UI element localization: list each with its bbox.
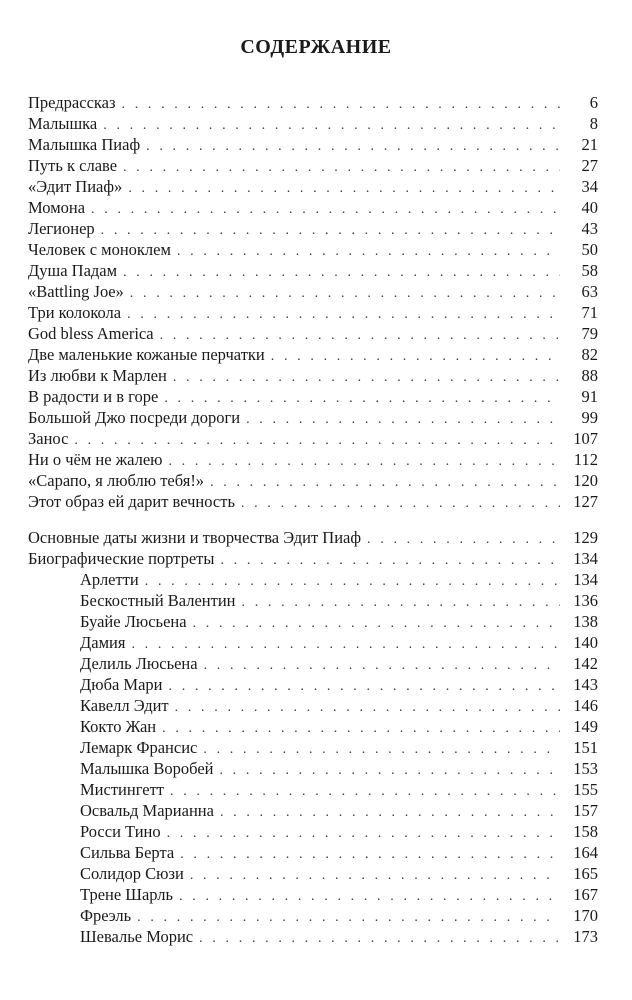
dot-leader [168, 451, 560, 472]
toc-chapters [28, 92, 598, 512]
dot-leader [164, 388, 560, 409]
toc-entry-page: 136 [573, 591, 598, 610]
toc-entry [28, 884, 598, 905]
toc-entry-title: Солидор Сюзи [80, 864, 184, 883]
toc-entry-title: Сильва Берта [80, 843, 175, 862]
dot-leader [137, 907, 560, 928]
toc-entry [28, 653, 598, 674]
toc-entry-title: «Сарапо, я люблю тебя!» [28, 471, 205, 490]
toc-entry-page: 88 [581, 366, 598, 385]
dot-leader [203, 739, 560, 760]
dot-leader [103, 115, 560, 136]
dot-leader [180, 844, 560, 865]
toc-entry-title: Фреэль [80, 906, 132, 925]
toc-entry-page: 112 [573, 450, 598, 469]
dot-leader [193, 613, 560, 634]
toc-entry [28, 842, 598, 863]
toc-entry [28, 674, 598, 695]
toc-entry [28, 260, 598, 281]
dot-leader [210, 472, 560, 493]
dot-leader [162, 718, 560, 739]
dot-leader [190, 865, 560, 886]
toc-entry-page: 134 [573, 549, 598, 568]
toc-entry-page: 142 [573, 654, 598, 673]
toc-entry-page: 143 [573, 675, 598, 694]
toc-entry-title: Предрассказ [28, 93, 116, 112]
dot-leader [220, 550, 560, 571]
toc-entry-title: Легионер [28, 219, 95, 238]
toc-entry-title: В радости и в горе [28, 387, 159, 406]
toc-entry-title: Росси Тино [80, 822, 161, 841]
toc-entry-title: Малышка [28, 114, 98, 133]
toc-entry-title: Момона [28, 198, 86, 217]
toc-entry [28, 863, 598, 884]
toc-entry-title: Шевалье Морис [80, 927, 194, 946]
toc-entry [28, 800, 598, 821]
toc-entry-title: Человек с моноклем [28, 240, 171, 259]
toc-entry [28, 239, 598, 260]
toc-entry [28, 365, 598, 386]
toc-entry [28, 428, 598, 449]
dot-leader [122, 94, 561, 115]
toc-entry [28, 134, 598, 155]
toc-entry-title: Кавелл Эдит [80, 696, 169, 715]
toc-entry-title: Занос [28, 429, 69, 448]
dot-leader [167, 823, 560, 844]
toc-entry [28, 323, 598, 344]
page-title: СОДЕРЖАНИЕ [240, 36, 392, 58]
dot-leader [146, 136, 560, 157]
toc-entry-title: Малышка Пиаф [28, 135, 141, 154]
toc-entry-title: Дюба Мари [80, 675, 163, 694]
toc-entry-title: Трене Шарль [80, 885, 174, 904]
toc-entry-page: 158 [573, 822, 598, 841]
toc-entry-title: Бескостный Валентин [80, 591, 236, 610]
toc-entry [28, 281, 598, 302]
toc-entry [28, 197, 598, 218]
dot-leader [271, 346, 560, 367]
dot-leader [91, 199, 560, 220]
toc-entry-page: 82 [581, 345, 598, 364]
dot-leader [131, 634, 560, 655]
toc-entry-page: 134 [573, 570, 598, 589]
toc-entry [28, 92, 598, 113]
dot-leader [169, 676, 561, 697]
toc-entry-title: Освальд Марианна [80, 801, 214, 820]
toc-entry [28, 113, 598, 134]
toc-entry [28, 344, 598, 365]
toc-entry [28, 155, 598, 176]
toc-entry-title: Буайе Люсьена [80, 612, 187, 631]
toc-entry-page: 127 [573, 492, 598, 511]
toc-entry [28, 302, 598, 323]
toc-entry-title: Основные даты жизни и творчества Эдит Пиаф [28, 528, 362, 547]
toc-entry [28, 407, 598, 428]
toc-entry-title: «Эдит Пиаф» [28, 177, 123, 196]
toc-entry-title: Делиль Люсьена [80, 654, 198, 673]
toc-entry [28, 905, 598, 926]
toc-entry-page: 43 [581, 219, 598, 238]
toc-entry-title: Этот образ ей дарит вечность [28, 492, 235, 511]
toc-entry-page: 63 [581, 282, 598, 301]
toc-entry-page: 146 [573, 696, 598, 715]
toc-entry-title: «Battling Joe» [28, 282, 124, 301]
dot-leader [177, 241, 560, 262]
toc-entry [28, 386, 598, 407]
toc-entry [28, 758, 598, 779]
toc-entry [28, 527, 598, 548]
dot-leader [123, 262, 560, 283]
toc-entry-title: Лемарк Франсис [80, 738, 198, 757]
toc-entry-page: 91 [581, 387, 598, 406]
dot-leader [128, 178, 560, 199]
dot-leader [204, 655, 560, 676]
toc-appendix [28, 527, 598, 947]
toc-entry [28, 821, 598, 842]
dot-leader [127, 304, 560, 325]
toc-entry-page: 153 [573, 759, 598, 778]
dot-leader [170, 781, 560, 802]
toc-entry-page: 151 [573, 738, 598, 757]
toc-entry-page: 129 [573, 528, 598, 547]
toc-entry-page: 120 [573, 471, 598, 490]
toc-entry [28, 569, 598, 590]
toc-entry-page: 40 [581, 198, 598, 217]
toc-entry [28, 779, 598, 800]
toc-entry-title: Ни о чём не жалею [28, 450, 163, 469]
toc-entry-page: 8 [589, 114, 598, 133]
dot-leader [74, 430, 560, 451]
toc-entry-page: 34 [581, 177, 598, 196]
dot-leader [173, 367, 560, 388]
toc-entry [28, 695, 598, 716]
dot-leader [160, 325, 560, 346]
toc-entry [28, 470, 598, 491]
dot-leader [130, 283, 560, 304]
toc-entry [28, 176, 598, 197]
dot-leader [199, 928, 560, 949]
toc-entry-page: 173 [573, 927, 598, 946]
dot-leader [241, 493, 560, 514]
dot-leader [101, 220, 560, 241]
toc-entry-title: Дамия [80, 633, 126, 652]
toc-entry-page: 155 [573, 780, 598, 799]
toc-entry [28, 218, 598, 239]
toc-entry-title: God bless America [28, 324, 154, 343]
dot-leader [145, 571, 560, 592]
dot-leader [367, 529, 560, 550]
toc-entry [28, 449, 598, 470]
toc-entry-page: 58 [581, 261, 598, 280]
toc-entry-page: 6 [589, 93, 598, 112]
toc-entry-page: 157 [573, 801, 598, 820]
toc-entry-page: 71 [581, 303, 598, 322]
toc-entry [28, 491, 598, 512]
toc-entry [28, 716, 598, 737]
toc-entry-page: 164 [573, 843, 598, 862]
toc-entry-page: 27 [581, 156, 598, 175]
dot-leader [175, 697, 560, 718]
toc-entry-page: 167 [573, 885, 598, 904]
toc-entry-title: Душа Падам [28, 261, 118, 280]
toc-entry-title: Кокто Жан [80, 717, 157, 736]
toc-entry-page: 50 [581, 240, 598, 259]
dot-leader [242, 592, 560, 613]
toc-entry-page: 140 [573, 633, 598, 652]
toc-entry-title: Из любви к Марлен [28, 366, 167, 385]
toc-entry [28, 590, 598, 611]
toc-entry-page: 107 [573, 429, 598, 448]
toc-entry [28, 737, 598, 758]
dot-leader [123, 157, 560, 178]
toc-entry-page: 21 [581, 135, 598, 154]
toc-entry-page: 165 [573, 864, 598, 883]
toc-entry-title: Мистингетт [80, 780, 164, 799]
dot-leader [219, 760, 560, 781]
toc-entry-title: Большой Джо посреди дороги [28, 408, 241, 427]
toc-entry-title: Биографические портреты [28, 549, 215, 568]
dot-leader [179, 886, 560, 907]
toc-entry-title: Арлетти [80, 570, 139, 589]
toc-entry-title: Путь к славе [28, 156, 118, 175]
toc-entry-title: Три колокола [28, 303, 122, 322]
dot-leader [220, 802, 560, 823]
toc-entry-page: 99 [581, 408, 598, 427]
toc-entry-page: 170 [573, 906, 598, 925]
dot-leader [246, 409, 560, 430]
toc-entry-page: 149 [573, 717, 598, 736]
toc-entry [28, 611, 598, 632]
toc-entry-page: 79 [581, 324, 598, 343]
toc-entry-page: 138 [573, 612, 598, 631]
toc-entry [28, 926, 598, 947]
toc-entry [28, 632, 598, 653]
toc-entry-title: Две маленькие кожаные перчатки [28, 345, 265, 364]
toc-entry [28, 548, 598, 569]
toc-entry-title: Малышка Воробей [80, 759, 214, 778]
